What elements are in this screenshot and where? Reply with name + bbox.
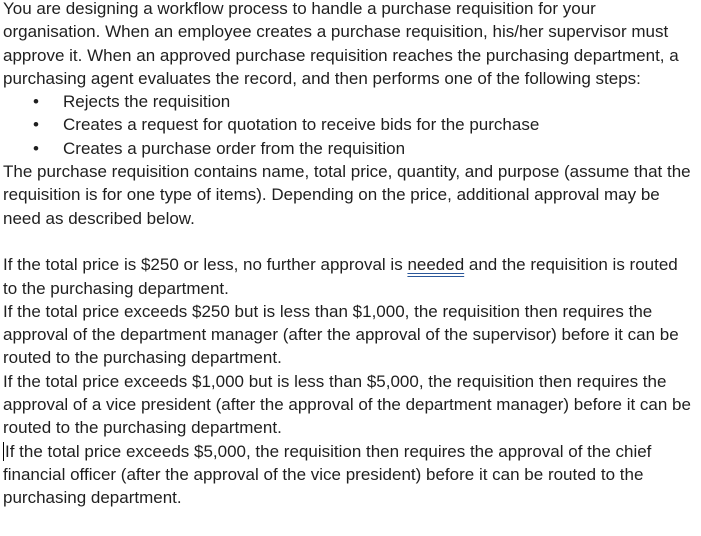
rule-paragraph-2: If the total price exceeds $250 but is less than $1,000, the requisition then requires the approval of the department manager (after the approval of the supervisor) before it can be routed to the purchasing department. xyxy=(3,301,679,368)
rule-paragraph-4 xyxy=(3,440,695,510)
text-cursor xyxy=(3,442,4,461)
bullet-icon: • xyxy=(33,138,39,158)
intro-paragraph: You are designing a workflow process to handle a purchase requisition for your organisation. When an employee creates a purchase requisition, his/her supervisor must approve it. When an approved purchase requisition reaches the purchasing department, a purchasing agent evaluates the record, and then performs one of the following steps: xyxy=(3,0,679,88)
rule-1-before: If the total price is $250 or less, no further approval is xyxy=(3,255,408,275)
requisition-contents-paragraph: The purchase requisition contains name, total price, quantity, and purpose (assume that the requisition is for one type of items). Depending on the price, additional approval may be need as described below. xyxy=(3,162,691,228)
list-item xyxy=(3,90,695,113)
empty-line xyxy=(3,230,695,253)
steps-list xyxy=(3,90,695,160)
rule-paragraph-1 xyxy=(3,253,695,300)
list-item-text: Rejects the requisition xyxy=(63,92,231,112)
spellcheck-flagged-word[interactable]: needed xyxy=(407,255,465,275)
rule-4-text: If the total price exceeds $5,000, the requisition then requires the approval of the chief financial officer (after the approval of the vice president) before it can be routed to the purchasing department. xyxy=(3,441,652,508)
rule-1-after: and the requisition is routed to the purchasing department. xyxy=(3,255,678,298)
list-item-text: Creates a purchase order from the requisition xyxy=(63,138,406,158)
bullet-icon: • xyxy=(33,115,39,135)
list-item-text: Creates a request for quotation to receive bids for the purchase xyxy=(63,115,540,135)
rule-paragraph-3: If the total price exceeds $1,000 but is less than $5,000, the requisition then requires the approval of a vice president (after the approval of the department manager) before it can be routed to the purchasing department. xyxy=(3,371,691,438)
list-item xyxy=(3,113,695,136)
list-item xyxy=(3,137,695,160)
bullet-icon: • xyxy=(33,92,39,112)
